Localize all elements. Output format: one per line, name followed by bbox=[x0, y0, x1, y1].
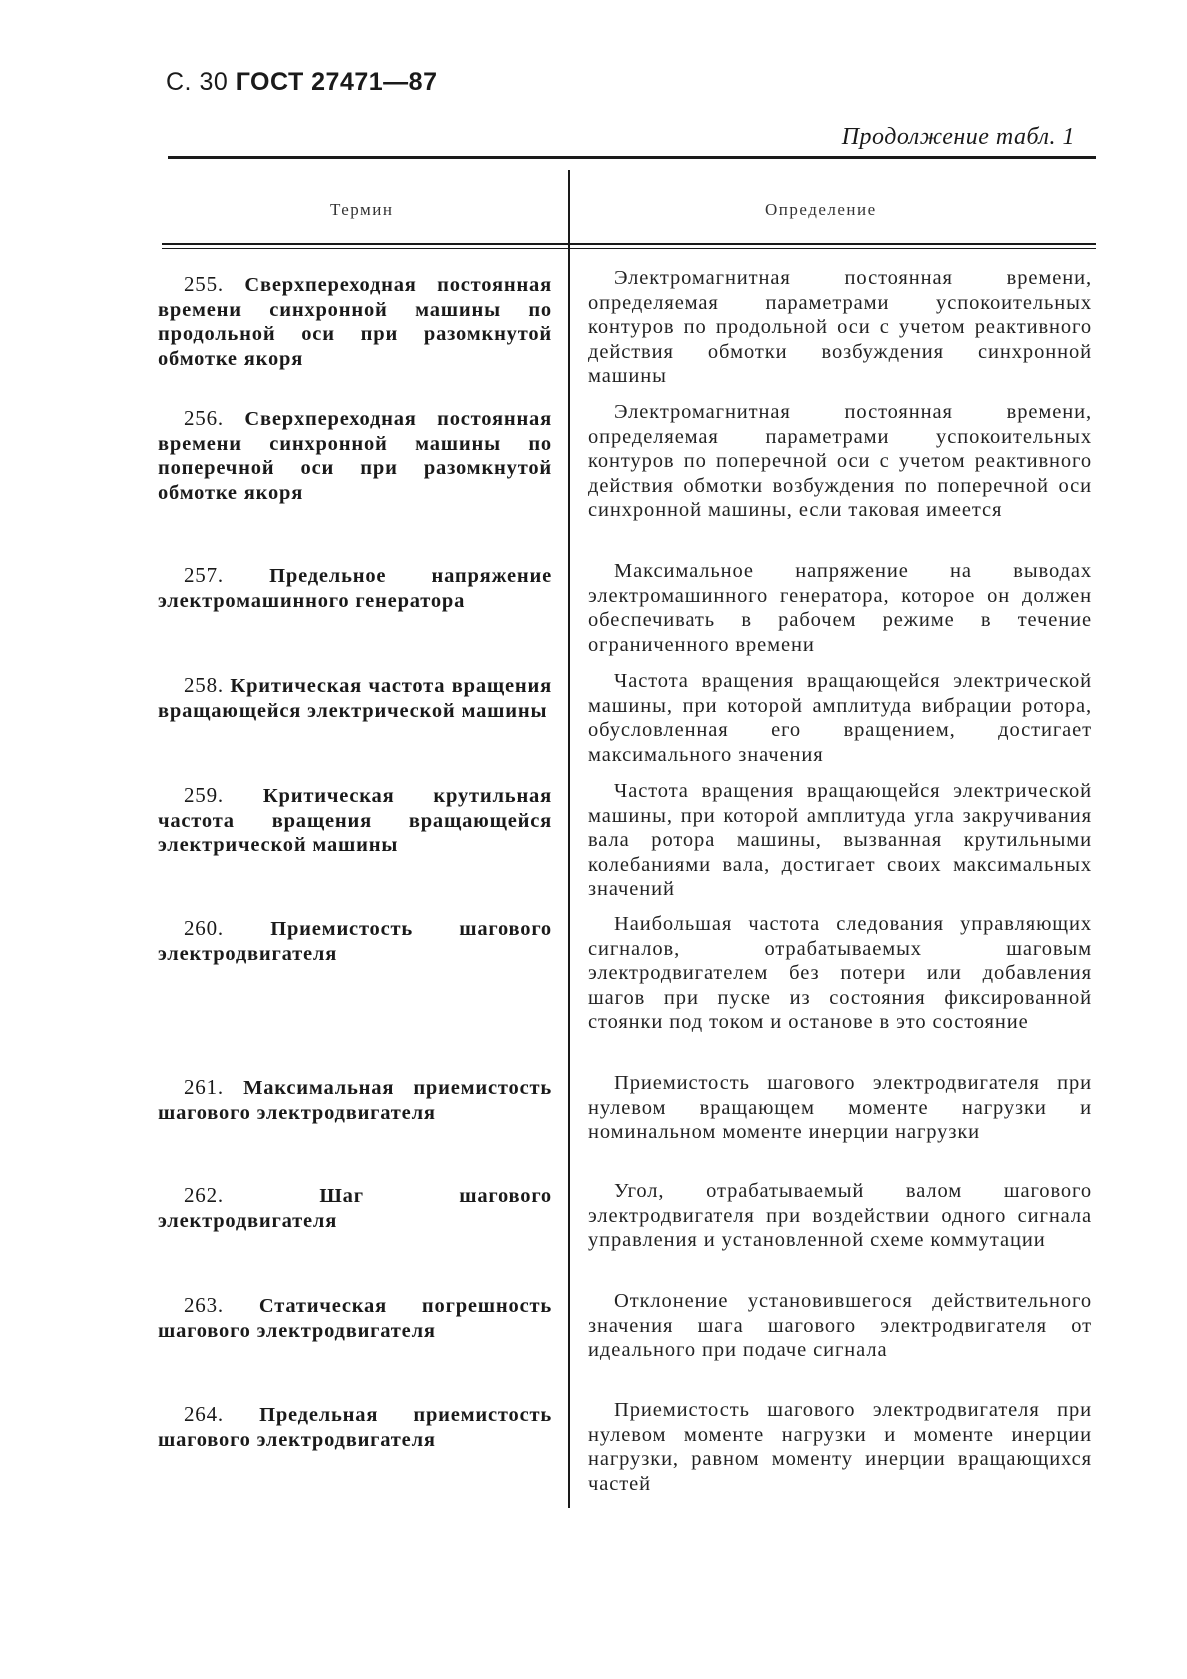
term-text: Предельная приемистость шагового электродвигателя bbox=[158, 1404, 552, 1451]
table-continuation-label: Продолжение табл. 1 bbox=[841, 124, 1075, 150]
term-cell bbox=[158, 916, 552, 966]
column-divider bbox=[568, 170, 570, 1508]
definition-cell: Приемистость шагового электродвигателя при нулевом вращающем моменте нагрузки и номинальном моменте инерции нагрузки bbox=[588, 1072, 1092, 1143]
term-number: 263. bbox=[184, 1293, 224, 1317]
term-text: Сверхпереходная постоянная времени синхронной машины по продольной оси при разомкнутой обмотке якоря bbox=[158, 274, 552, 370]
term-text: Критическая частота вращения вращающейся электрической машины bbox=[158, 675, 552, 722]
standard-designation: ГОСТ 27471—87 bbox=[235, 68, 438, 96]
header-double-rule bbox=[162, 243, 1096, 249]
term-cell bbox=[158, 783, 552, 858]
definition-cell: Отклонение установившегося действительного значения шага шагового электродвигателя от идеального при подаче сигнала bbox=[588, 1290, 1092, 1361]
definition-cell: Наибольшая частота следования управляющих сигналов, отрабатываемых шаговым электродвигателем без потери или добавления шагов при пуске из состояния фиксированной стоянки под током и останове в это состояние bbox=[588, 913, 1092, 1033]
term-cell bbox=[158, 1293, 552, 1343]
definition-cell: Электромагнитная постоянная времени, определяемая параметрами успокоительных контуров по поперечной оси с учетом реактивного действия обмотки возбуждения по поперечной оси синхронной машины, если таковая имеется bbox=[588, 401, 1092, 521]
column-header-term: Термин bbox=[330, 200, 394, 219]
term-number: 261. bbox=[184, 1075, 224, 1099]
term-cell bbox=[158, 563, 552, 613]
page-number: С. 30 bbox=[166, 68, 229, 96]
definition-cell: Приемистость шагового электродвигателя при нулевом моменте нагрузки и моменте инерции нагрузки, равном моменту инерции вращающихся частей bbox=[588, 1399, 1092, 1495]
term-cell bbox=[158, 1183, 552, 1233]
page-header bbox=[166, 68, 437, 97]
term-number: 256. bbox=[184, 406, 224, 430]
definition-cell: Максимальное напряжение на выводах электромашинного генератора, которое он должен обеспечивать в рабочем режиме в течение ограниченного времени bbox=[588, 560, 1092, 656]
term-number: 255. bbox=[184, 272, 224, 296]
column-header-definition: Определение bbox=[765, 200, 877, 219]
definition-cell: Угол, отрабатываемый валом шагового электродвигателя при воздействии одного сигнала управления и установленной схеме коммутации bbox=[588, 1180, 1092, 1251]
term-text: Приемистость шагового электродвигателя bbox=[158, 918, 552, 965]
definition-cell: Частота вращения вращающейся электрической машины, при которой амплитуда угла закручивания вала ротора машины, вызванная крутильными колебаниями вала, достигает своих максимальных значений bbox=[588, 780, 1092, 900]
definition-cell: Частота вращения вращающейся электрической машины, при которой амплитуда вибрации ротора, обусловленная его вращением, достигает максимального значения bbox=[588, 670, 1092, 766]
term-number: 258. bbox=[184, 673, 224, 697]
term-text: Критическая крутильная частота вращения вращающейся электрической машины bbox=[158, 785, 552, 856]
term-number: 260. bbox=[184, 916, 224, 940]
term-cell bbox=[158, 1402, 552, 1452]
term-cell bbox=[158, 1075, 552, 1125]
term-number: 262. bbox=[184, 1183, 224, 1207]
term-text: Максимальная приемистость шагового электродвигателя bbox=[158, 1077, 552, 1124]
term-text: Статическая погрешность шагового электродвигателя bbox=[158, 1295, 552, 1342]
term-text: Сверхпереходная постоянная времени синхронной машины по поперечной оси при разомкнутой обмотке якоря bbox=[158, 408, 552, 504]
term-cell bbox=[158, 673, 552, 723]
term-cell bbox=[158, 406, 552, 505]
term-text: Предельное напряжение электромашинного генератора bbox=[158, 565, 552, 612]
term-cell bbox=[158, 272, 552, 371]
table-top-rule bbox=[168, 156, 1096, 159]
term-number: 259. bbox=[184, 783, 224, 807]
term-number: 264. bbox=[184, 1402, 224, 1426]
term-text: Шаг шагового электродвигателя bbox=[158, 1185, 552, 1232]
term-number: 257. bbox=[184, 563, 224, 587]
definition-cell: Электромагнитная постоянная времени, определяемая параметрами успокоительных контуров по продольной оси с учетом реактивного действия обмотки возбуждения синхронной машины bbox=[588, 267, 1092, 387]
